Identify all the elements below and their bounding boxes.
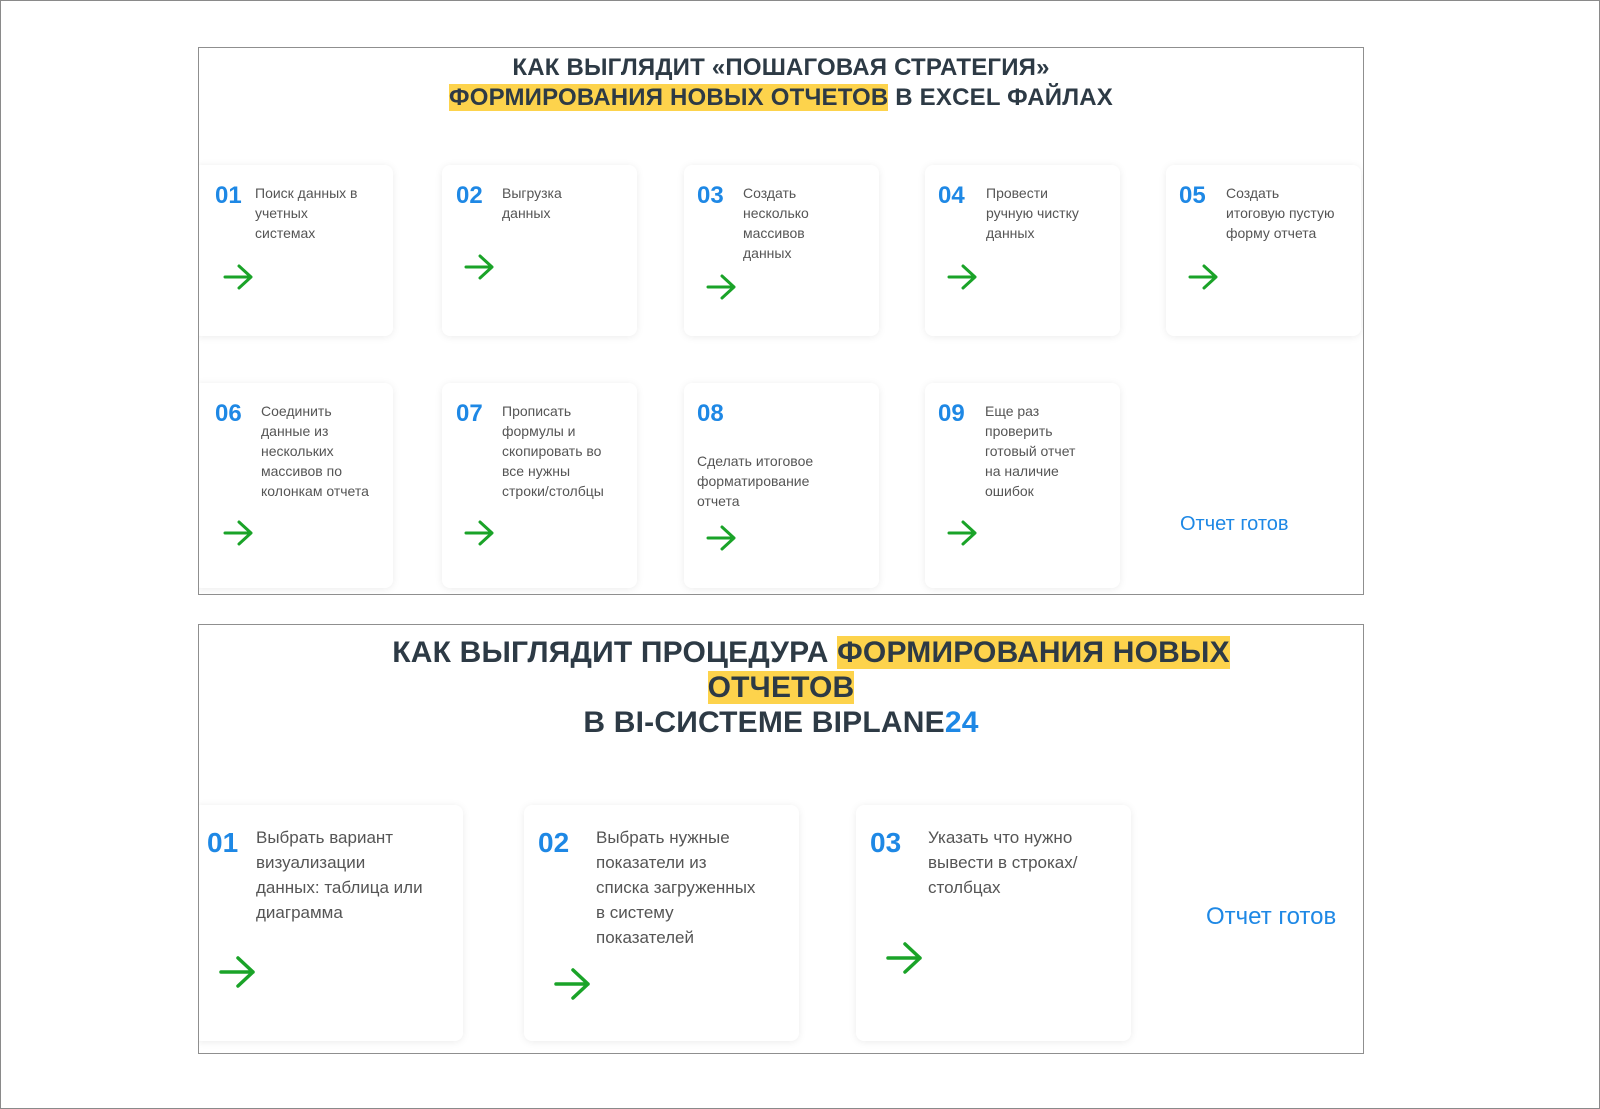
step-number: 02 [456,182,483,209]
heading-line3-accent: 24 [944,706,979,739]
arrow-right-icon [1188,263,1220,291]
step-text: Сделать итоговое форматирование отчета [697,453,814,509]
step-card-01 [198,165,393,336]
arrow-right-icon [947,263,979,291]
step-card-07 [442,383,637,588]
step-number: 08 [697,400,724,427]
arrow-right-icon [223,519,255,547]
step-card-04 [925,165,1120,336]
step-card-02 [442,165,637,336]
step-text: Указать что нужно вывести в строках/ столбцах [928,828,1078,897]
step-text: Поиск данных в учетных системах [255,185,358,241]
step-card-09 [925,383,1120,588]
report-ready-label: Отчет готов [1180,513,1289,535]
step-number: 01 [215,182,242,209]
arrow-right-icon [464,519,496,547]
step-number: 09 [938,400,965,427]
step-text: Соединить данные из нескольких массивов по колонкам отчета [261,403,369,499]
heading-line-2 [199,83,1363,113]
heading-line-1 [199,635,1363,670]
step-number: 01 [207,827,239,858]
bi-step-card-02 [524,805,799,1041]
step-text: Провести ручную чистку данных [986,185,1079,241]
step-number: 05 [1179,182,1206,209]
biplane-procedure-panel [198,624,1364,1054]
arrow-right-icon [223,263,255,291]
bi-step-card-01 [198,805,463,1041]
step-card-08 [684,383,879,588]
step-text: Выбрать нужные показатели из списка загруженных в систему показателей [596,828,756,947]
excel-strategy-heading [199,53,1363,113]
heading-rest: В EXCEL ФАЙЛАХ [888,84,1113,111]
arrow-right-icon [706,273,738,301]
heading-line-1: КАК ВЫГЛЯДИТ «ПОШАГОВАЯ СТРАТЕГИЯ» [512,54,1050,81]
step-number: 03 [697,182,724,209]
arrow-right-icon [464,253,496,281]
bi-step-card-03 [856,805,1131,1041]
step-text: Еще раз проверить готовый отчет на наличие ошибок [985,403,1076,499]
step-text: Создать несколько массивов данных [743,185,809,261]
heading-pre: КАК ВЫГЛЯДИТ ПРОЦЕДУРА [392,636,838,669]
heading-line-2 [199,670,1363,705]
excel-strategy-panel [198,47,1364,595]
step-card-05 [1166,165,1361,336]
biplane-procedure-heading [199,635,1363,740]
step-number: 02 [538,827,570,858]
arrow-right-icon [219,955,257,989]
step-card-06 [198,383,393,588]
heading-line3-pre: В BI-СИСТЕМЕ BIPLANE [583,706,945,739]
step-card-03 [684,165,879,336]
step-number: 03 [870,827,902,858]
heading-highlight-1: ФОРМИРОВАНИЯ НОВЫХ [837,636,1230,669]
step-number: 04 [938,182,965,209]
step-text: Выгрузка данных [502,185,562,221]
step-number: 06 [215,400,242,427]
arrow-right-icon [554,967,592,1001]
step-number: 07 [456,400,483,427]
report-ready-label: Отчет готов [1206,903,1337,930]
arrow-right-icon [886,941,924,975]
heading-line-3 [199,705,1363,740]
step-text: Выбрать вариант визуализации данных: таблица или диаграмма [256,828,423,922]
step-text: Прописать формулы и скопировать во все нужны строки/столбцы [502,403,604,499]
arrow-right-icon [947,519,979,547]
step-text: Создать итоговую пустую форму отчета [1226,185,1335,241]
heading-highlight: ФОРМИРОВАНИЯ НОВЫХ ОТЧЕТОВ [449,84,889,111]
heading-highlight-2: ОТЧЕТОВ [707,671,855,704]
arrow-right-icon [706,524,738,552]
